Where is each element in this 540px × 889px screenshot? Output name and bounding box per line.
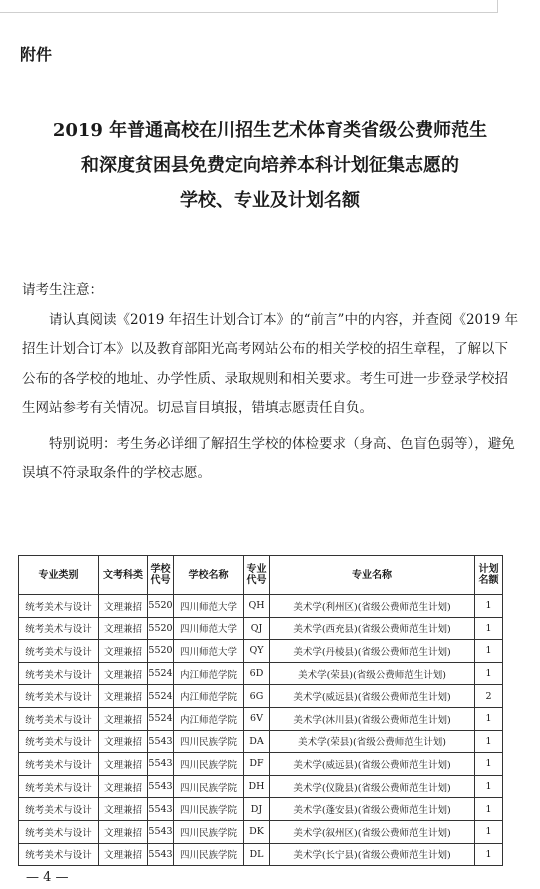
cell-major-name: 美术学(利州区)(省级公费师范生计划) bbox=[270, 595, 475, 618]
cell-school-code: 5520 bbox=[148, 595, 174, 618]
cell-major-code: DJ bbox=[244, 798, 270, 821]
cell-school-code: 5543 bbox=[148, 753, 174, 776]
cell-subject-type: 文理兼招 bbox=[99, 707, 148, 730]
cell-school-code: 5524 bbox=[148, 685, 174, 708]
cell-school-code: 5543 bbox=[148, 730, 174, 753]
page-number: — 4 — bbox=[26, 870, 69, 885]
cell-quota: 1 bbox=[475, 775, 503, 798]
cell-school-code: 5520 bbox=[148, 640, 174, 663]
notice-paragraph-2: 特别说明：考生务必详细了解招生学校的体检要求（身高、色盲色弱等），避免误填不符录取条件的学校志愿。 bbox=[22, 435, 515, 481]
cell-major-code: 6D bbox=[244, 662, 270, 685]
cell-major-name: 美术学(西充县)(省级公费师范生计划) bbox=[270, 617, 475, 640]
cell-subject-type: 文理兼招 bbox=[99, 685, 148, 708]
cell-major-name: 美术学(威远县)(省级公费师范生计划) bbox=[270, 685, 475, 708]
cell-quota: 1 bbox=[475, 617, 503, 640]
cell-major-name: 美术学(丹棱县)(省级公费师范生计划) bbox=[270, 640, 475, 663]
cell-subject-type: 文理兼招 bbox=[99, 617, 148, 640]
cell-major-name: 美术学(荣县)(省级公费师范生计划) bbox=[270, 730, 475, 753]
cell-quota: 1 bbox=[475, 640, 503, 663]
cell-school-name: 四川民族学院 bbox=[174, 843, 244, 866]
table-row bbox=[19, 775, 503, 798]
cell-quota: 1 bbox=[475, 798, 503, 821]
document-title bbox=[0, 113, 540, 218]
cell-category: 统考美术与设计 bbox=[19, 753, 99, 776]
cell-subject-type: 文理兼招 bbox=[99, 775, 148, 798]
header-major-name: 专业名称 bbox=[270, 556, 475, 595]
table-row bbox=[19, 685, 503, 708]
cell-school-code: 5543 bbox=[148, 843, 174, 866]
cell-major-code: DA bbox=[244, 730, 270, 753]
cell-major-name: 美术学(蓬安县)(省级公费师范生计划) bbox=[270, 798, 475, 821]
cell-school-name: 四川师范大学 bbox=[174, 595, 244, 618]
cell-major-name: 美术学(荣县)(省级公费师范生计划) bbox=[270, 662, 475, 685]
cell-major-name: 美术学(叙州区)(省级公费师范生计划) bbox=[270, 820, 475, 843]
cell-major-code: QH bbox=[244, 595, 270, 618]
cell-school-code: 5543 bbox=[148, 798, 174, 821]
cell-subject-type: 文理兼招 bbox=[99, 820, 148, 843]
cell-school-name: 四川民族学院 bbox=[174, 775, 244, 798]
cell-category: 统考美术与设计 bbox=[19, 775, 99, 798]
cell-category: 统考美术与设计 bbox=[19, 640, 99, 663]
cell-subject-type: 文理兼招 bbox=[99, 640, 148, 663]
cell-school-name: 内江师范学院 bbox=[174, 707, 244, 730]
cell-category: 统考美术与设计 bbox=[19, 843, 99, 866]
cell-school-name: 内江师范学院 bbox=[174, 685, 244, 708]
header-school-code: 学校代号 bbox=[148, 556, 174, 595]
title-line-2: 和深度贫困县免费定向培养本科计划征集志愿的 bbox=[81, 155, 459, 176]
header-subject-type: 文考科类 bbox=[99, 556, 148, 595]
cell-subject-type: 文理兼招 bbox=[99, 730, 148, 753]
table-row bbox=[19, 707, 503, 730]
cell-category: 统考美术与设计 bbox=[19, 662, 99, 685]
cell-subject-type: 文理兼招 bbox=[99, 798, 148, 821]
header-quota: 计划名额 bbox=[475, 556, 503, 595]
cell-major-code: QY bbox=[244, 640, 270, 663]
cell-major-name: 美术学(仪陇县)(省级公费师范生计划) bbox=[270, 775, 475, 798]
cell-category: 统考美术与设计 bbox=[19, 617, 99, 640]
cell-school-code: 5524 bbox=[148, 707, 174, 730]
cell-major-code: DF bbox=[244, 753, 270, 776]
cell-category: 统考美术与设计 bbox=[19, 707, 99, 730]
notice-paragraph-1: 请认真阅读《2019 年招生计划合订本》的“前言”中的内容，并查阅《2019 年招生计划合订本》以及教育部阳光高考网站公布的相关学校的招生章程，了解以下公布的各学校的地址、办学性质、录取规则和相关要求。考生可进一步登录学校招生网站参考有关情况。切忌盲目填报，错填志愿责任自负。 bbox=[22, 311, 519, 416]
cell-quota: 2 bbox=[475, 685, 503, 708]
cell-major-code: 6V bbox=[244, 707, 270, 730]
cell-major-code: QJ bbox=[244, 617, 270, 640]
title-line-3: 学校、专业及计划名额 bbox=[180, 190, 360, 211]
cell-category: 统考美术与设计 bbox=[19, 685, 99, 708]
header-major-code: 专业代号 bbox=[244, 556, 270, 595]
table-row bbox=[19, 662, 503, 685]
cell-major-name: 美术学(长宁县)(省级公费师范生计划) bbox=[270, 843, 475, 866]
table-row bbox=[19, 843, 503, 866]
cell-subject-type: 文理兼招 bbox=[99, 595, 148, 618]
cell-school-name: 四川民族学院 bbox=[174, 820, 244, 843]
notice-heading: 请考生注意： bbox=[22, 282, 103, 298]
cell-major-code: 6G bbox=[244, 685, 270, 708]
cell-school-code: 5524 bbox=[148, 662, 174, 685]
cell-quota: 1 bbox=[475, 730, 503, 753]
cell-quota: 1 bbox=[475, 753, 503, 776]
table-row bbox=[19, 640, 503, 663]
cell-school-code: 5543 bbox=[148, 775, 174, 798]
attachment-label: 附件 bbox=[20, 45, 53, 64]
header-school-name: 学校名称 bbox=[174, 556, 244, 595]
cell-quota: 1 bbox=[475, 843, 503, 866]
cell-school-name: 四川民族学院 bbox=[174, 730, 244, 753]
table-row bbox=[19, 753, 503, 776]
cell-school-name: 四川民族学院 bbox=[174, 798, 244, 821]
cell-category: 统考美术与设计 bbox=[19, 730, 99, 753]
table-row bbox=[19, 730, 503, 753]
cell-quota: 1 bbox=[475, 595, 503, 618]
cell-category: 统考美术与设计 bbox=[19, 595, 99, 618]
cell-subject-type: 文理兼招 bbox=[99, 843, 148, 866]
cell-quota: 1 bbox=[475, 662, 503, 685]
header-category: 专业类别 bbox=[19, 556, 99, 595]
cell-subject-type: 文理兼招 bbox=[99, 662, 148, 685]
cell-major-name: 美术学(威远县)(省级公费师范生计划) bbox=[270, 753, 475, 776]
cell-school-name: 内江师范学院 bbox=[174, 662, 244, 685]
plan-table bbox=[18, 555, 503, 866]
table-row bbox=[19, 798, 503, 821]
cell-school-code: 5543 bbox=[148, 820, 174, 843]
cell-quota: 1 bbox=[475, 707, 503, 730]
notice-section bbox=[22, 276, 520, 489]
cell-major-code: DK bbox=[244, 820, 270, 843]
table-header-row bbox=[19, 556, 503, 595]
cell-major-code: DH bbox=[244, 775, 270, 798]
cell-major-code: DL bbox=[244, 843, 270, 866]
table-row bbox=[19, 595, 503, 618]
cell-category: 统考美术与设计 bbox=[19, 820, 99, 843]
top-rule bbox=[0, 12, 498, 13]
cell-subject-type: 文理兼招 bbox=[99, 753, 148, 776]
table-row bbox=[19, 617, 503, 640]
table-row bbox=[19, 820, 503, 843]
cell-category: 统考美术与设计 bbox=[19, 798, 99, 821]
cell-major-name: 美术学(沐川县)(省级公费师范生计划) bbox=[270, 707, 475, 730]
cell-school-name: 四川民族学院 bbox=[174, 753, 244, 776]
cell-school-name: 四川师范大学 bbox=[174, 617, 244, 640]
title-line-1: 2019 年普通高校在川招生艺术体育类省级公费师范生 bbox=[52, 120, 488, 141]
cell-quota: 1 bbox=[475, 820, 503, 843]
cell-school-code: 5520 bbox=[148, 617, 174, 640]
cell-school-name: 四川师范大学 bbox=[174, 640, 244, 663]
top-rule-corner bbox=[497, 0, 498, 12]
